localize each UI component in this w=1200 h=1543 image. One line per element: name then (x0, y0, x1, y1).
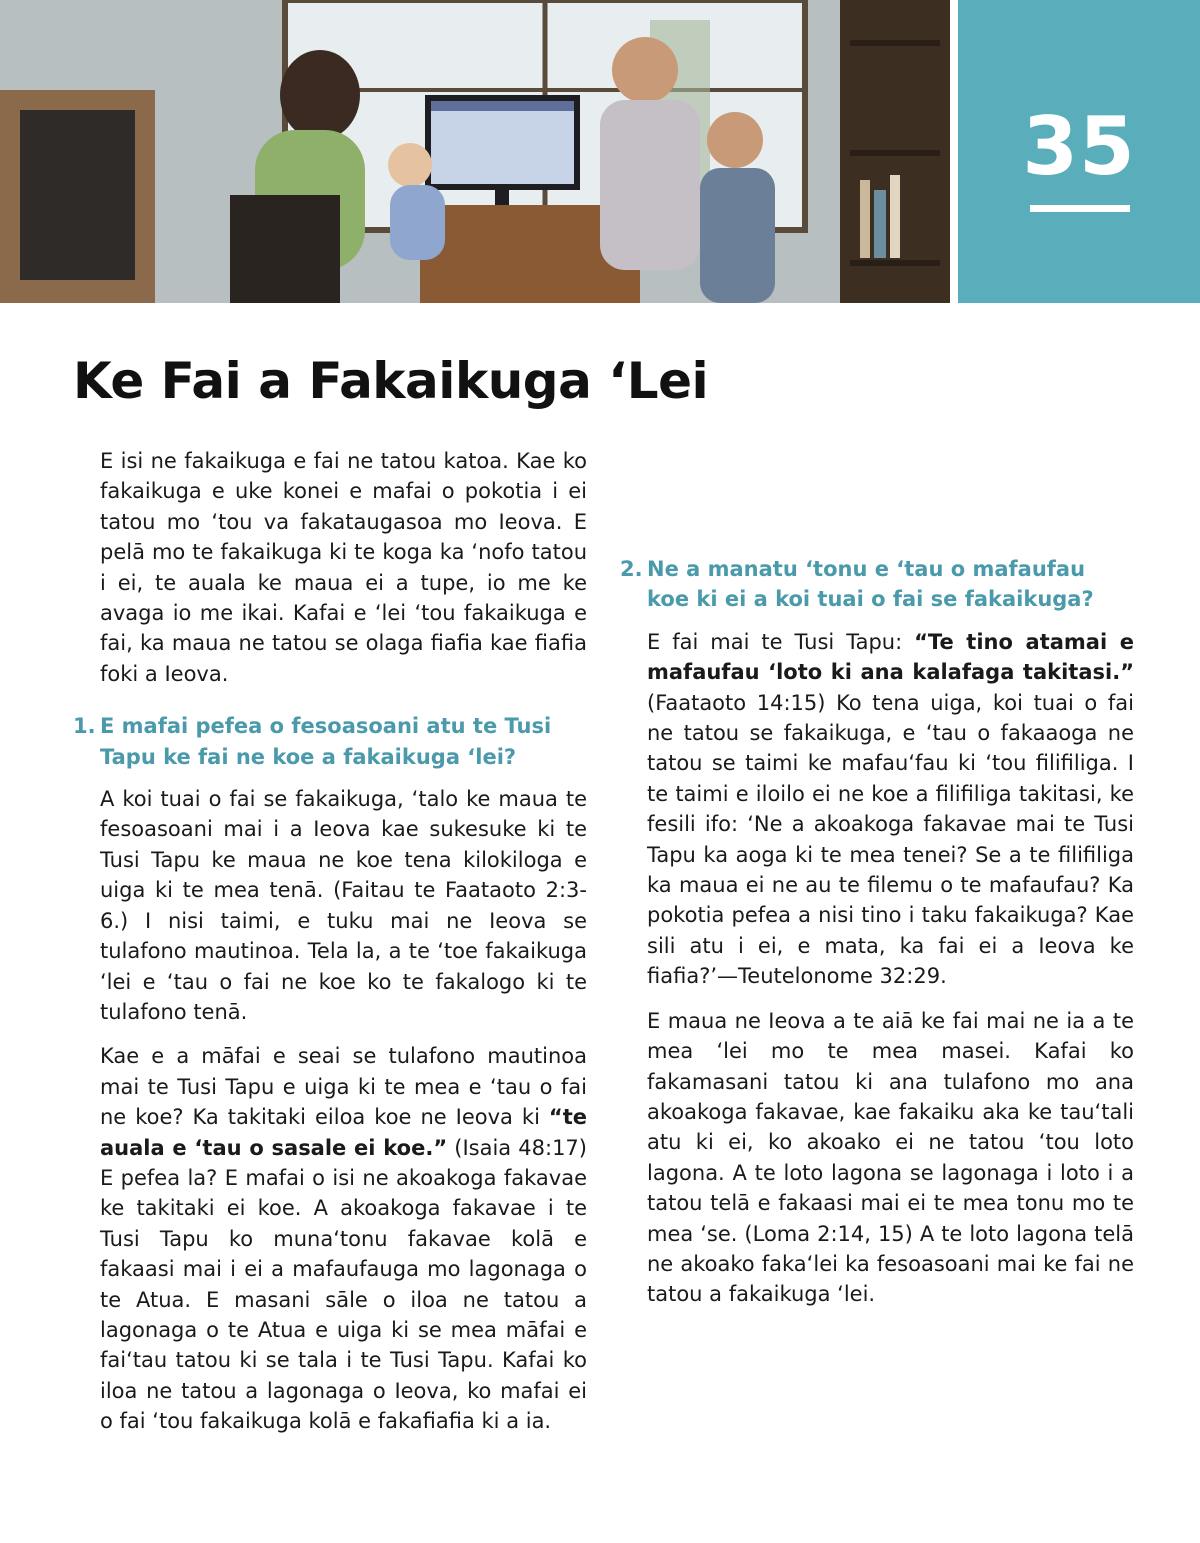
q1-p2-after: (Isaia 48:17) E pefea la? E mafai o isi ne akoakoga fakavae ke takitaki ei koe. A akoakoga fakavae i te Tusi Tapu ko munaʻtonu fakavae kolā e fakaasi mai i ei a mafaufauga mo lagonaga o te Atua. E masani sāle o iloa ne tatou a lagonaga o te Atua e uiga ki se mea māfai e faiʻtau tatou ki se tala i te Tusi Tapu. Kafai ko iloa ne tatou a lagonaga o Ieova, ko mafai ei o fai ʻtou fakaikuga kolā e fakafiafia ki a ia. (100, 1135, 587, 1434)
page-title: Ke Fai a Fakaikuga ʻLei (73, 352, 709, 410)
q1-p2-quote: “te auala e ʻtau o sasale ei koe.” (100, 1105, 587, 1160)
q2-paragraph-1 (620, 627, 1134, 992)
question-2-text: Ne a manatu ʻtonu e ʻtau o mafaufau koe ki ei a koi tuai o fai se fakaikuga? (647, 557, 1094, 612)
q1-paragraph-1: A koi tuai o fai se fakaikuga, ʻtalo ke maua te fesoasoani mai i a Ieova kae sukesuke ki te Tusi Tapu ke maua ne koe tena kilokiloga e uiga ki te mea tenā. (Faitau te Faataoto 2:3-6.) I nisi taimi, e tuku mai ne Ieova se tulafono mautinoa. Tela la, a te ʻtoe fakaikuga ʻlei e ʻtau o fai ne koe ko te fakalogo ki te tulafono tenā. (100, 787, 587, 1024)
question-1 (73, 711, 587, 772)
q2-paragraph-2: E maua ne Ieova a te aiā ke fai mai ne ia a te mea ʻlei mo te mea masei. Kafai ko fakamasani tatou ki ana tulafono mo ana akoakoga fakavae, kae fakaiku aka ke tauʻtali atu ki ei, ko akoako ei ne tatou ʻtou loto lagona. A te loto lagona se lagonaga i loto i a tatou telā e fakaasi mai ei te mea tonu mo te mea ʻse. (Loma 2:14, 15) A te loto lagona telā ne akoako fakaʻlei ka fesoasoani mai ke fai ne tatou a fakaikuga ʻlei. (647, 1008, 1134, 1307)
chapter-badge (958, 0, 1200, 303)
right-column-content (620, 446, 1134, 1324)
q2-p1-after: (Faataoto 14:15) Ko tena uiga, koi tuai o fai ne tatou se fakaikuga, e ʻtau o fakaaoga ne tatou se taimi ke mafauʻfau ki ʻtou filifiliga. I te taimi e iloilo ei ne koe a filifiliga takitasi, ke fesili ifo: ‘Ne a akoakoga fakavae mai te Tusi Tapu ka aoga ki te mea tenei? Se a te filifiliga ka maua ei ne au te filemu o te mafaufau? Ka pokotia pefea a nisi tino i taku fakaikuga? Kae sili atu i ei, e mata, ka fai ei a Ieova ke fiafia?’—Teutelonome 32:29. (647, 690, 1134, 989)
q1-paragraph-2 (73, 1041, 587, 1436)
chapter-rule (1030, 205, 1130, 212)
chapter-number: 35 (1022, 100, 1136, 193)
left-column (73, 446, 587, 1451)
family-at-computer-photo-icon (0, 0, 950, 303)
question-1-number: 1. (73, 714, 96, 739)
q2-p1-before: E fai mai te Tusi Tapu: (647, 629, 915, 654)
question-2-number: 2. (620, 557, 643, 581)
hero-photo (0, 0, 950, 303)
q1-p2-before: Kae e a māfai e seai se tulafono mautinoa mai te Tusi Tapu e uiga ki te mea e ʻtau o fai ne koe? Ka takitaki eiloa koe ne Ieova ki (100, 1044, 587, 1130)
question-1-text: E mafai pefea o fesoasoani atu te Tusi Tapu ke fai ne koe a fakaikuga ʻlei? (100, 714, 552, 769)
q2-p1-quote: “Te tino atamai e mafaufau ʻloto ki ana kalafaga takitasi.” (647, 629, 1134, 685)
intro-paragraph: E isi ne fakaikuga e fai ne tatou katoa. Kae ko fakaikuga e uke konei e mafai o pokotia i ei tatou mo ʻtou va fakataugasoa mo Ieova. E pelā mo te fakaikuga ki te koga ka ʻnofo tatou i ei, te auala ke maua ei a tupe, io me ke avaga io me ikai. Kafai e ʻlei ʻtou fakaikuga e fai, ka maua ne tatou se olaga fiafia kae fiafia foki a Ieova. (100, 449, 587, 686)
question-2 (620, 554, 1134, 615)
